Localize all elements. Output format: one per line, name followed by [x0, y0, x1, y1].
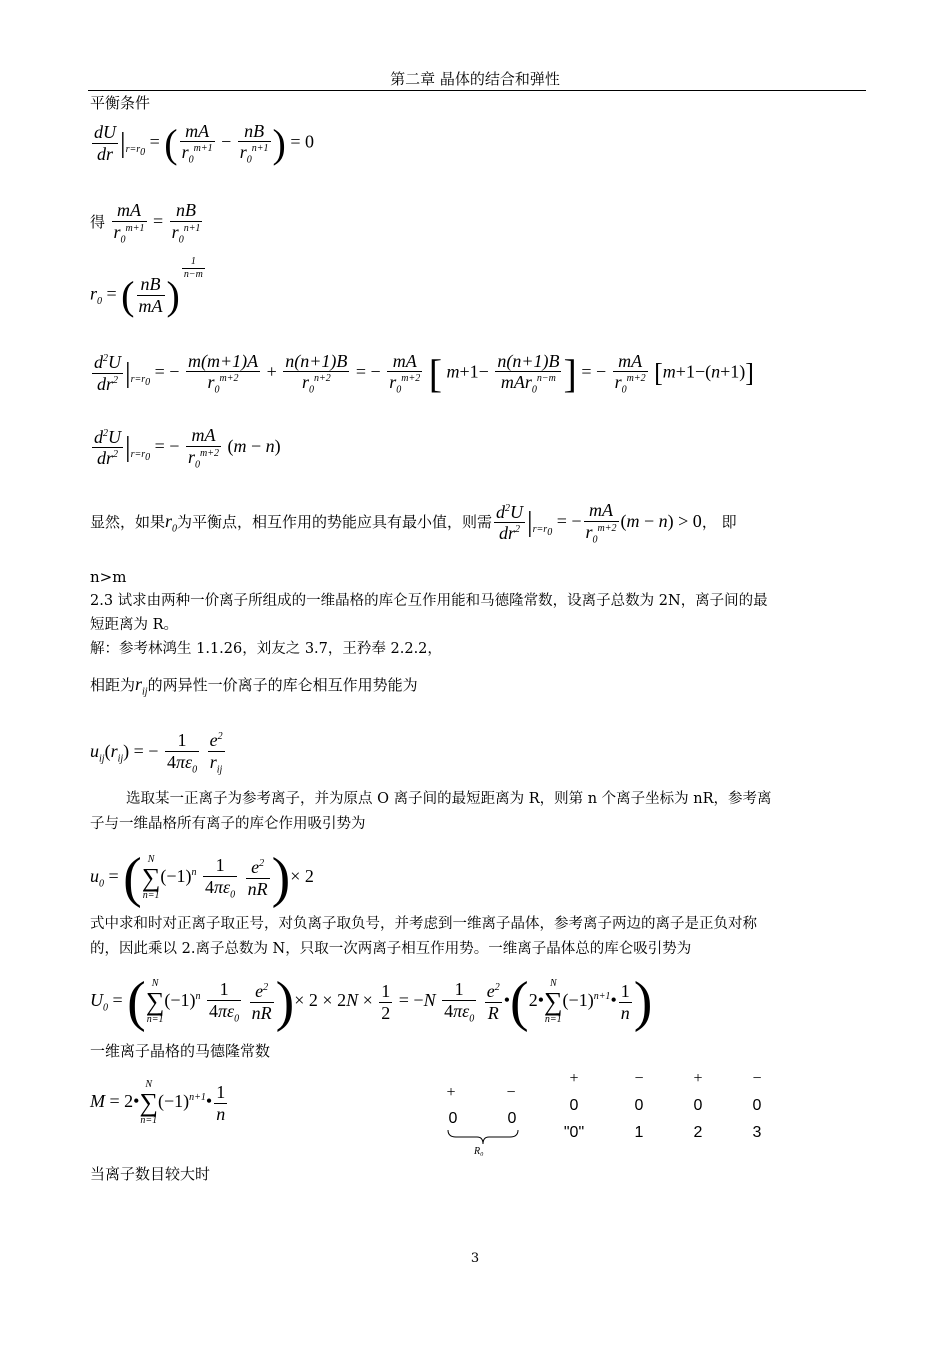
right-sign-2: − [634, 1070, 644, 1087]
rij-text-a: 相距为 [90, 676, 136, 694]
right-index-1: 1 [634, 1124, 644, 1141]
equation-u0: $u_0$ = ( N ∑ n=1 $(-1)^n$ $\frac{1}{4\pi\varepsilon_0}$ $\frac{e^2}{nR}$ )× 2 [90, 847, 314, 909]
right-zero-3: 0 [693, 1097, 703, 1114]
balance-condition-label: 平衡条件 [90, 94, 151, 112]
equation-second-derivative-result: $\frac{d^2U}{dr^2}$ $|_{r=r_0}$ = − $\frac{mA}{r_0^{m+2}}$ (m − n) [94, 425, 281, 471]
equation-r0: $r_0$ = ( $\frac{nB}{mA}$ ) $^{\frac{1}{n-m}}$ [90, 256, 203, 318]
equation-madelung: M = 2• N ∑ n=1 $(-1)^{n+1}•$ $\frac{1}{n}$ [90, 1079, 226, 1126]
conclusion-n-gt-m: n>m [90, 568, 127, 586]
underbrace-icon [446, 1128, 520, 1146]
page-number: 3 [470, 1251, 480, 1266]
solution-reference: 解：参考林鸿生 1.1.26，刘友之 3.7，王矜奉 2.2.2， [90, 641, 442, 657]
right-zero-2: 0 [634, 1097, 644, 1114]
de-label: 得 [90, 215, 106, 232]
right-index-2: 2 [693, 1124, 703, 1141]
equation-second-derivative: $\frac{d^2U}{dr^2}$ $|_{r=r_0}$ = − $\frac{m(m+1)A}{r_0^{m+2}}$ + $\frac{n(n+1)B}{r_0^{n+2}}$ = − $\frac{mA}{r_0^{m+2}}$ [ m+1− $\frac{n(n+1)B}{mAr_0^{n-m}}$ ] = − $\frac{mA}{r_0^{m+2}}$ [m+1−(n+1)] [94, 350, 754, 396]
chapter-header: 第二章 晶体的结合和弹性 [390, 70, 560, 88]
left-zero-1: 0 [448, 1110, 458, 1127]
summation-line-1: 式中求和时对正离子取正号，对负离子取负号，并考虑到一维离子晶体，参考离子两边的离子是正负对称 [90, 916, 757, 932]
r0-label: R₀ [474, 1146, 484, 1157]
madelung-label: 一维离子晶格的马德隆常数 [90, 1042, 271, 1060]
right-index-0: "0" [563, 1124, 585, 1141]
obvious-text-a: 显然，如果 [90, 513, 166, 532]
reference-ion-line-1: 选取某一正离子为参考离子，并为原点 O 离子间的最短距离为 R，则第 n 个离子坐标为 nR，参考离 [126, 791, 772, 807]
right-zero-4: 0 [752, 1097, 762, 1114]
problem-line-2: 短距离为 R。 [90, 617, 179, 633]
obvious-text-b: 为平衡点，相互作用的势能应具有最小值，则需 [177, 513, 493, 532]
obvious-text-c: ， 即 [701, 513, 737, 532]
left-sign-minus: − [506, 1084, 516, 1101]
rij-text-b: 的两异性一价离子的库仑相互作用势能为 [147, 676, 418, 694]
reference-ion-line-2: 子与一维晶格所有离子的库仑作用吸引势为 [90, 816, 366, 832]
equation-balance-result: 得 $\frac{mA}{r_0^{m+1}}$ = $\frac{nB}{r_0^{n+1}}$ [90, 200, 201, 246]
large-ion-count-label: 当离子数目较大时 [90, 1165, 211, 1183]
equation-dudr: $\frac{dU}{dr}$ $|_{r=r_0}$ = ( $\frac{mA}{r_0^{m+1}}$ − $\frac{nB}{r_0^{n+1}}$ ) = 0 [94, 120, 315, 166]
inline-condition: $\frac{d^2U}{dr^2}$ $|_{r=r_0}$ = − $\frac{mA}{r_0^{m+2}}$ (m − n) > 0 [496, 500, 702, 546]
right-index-3: 3 [752, 1124, 762, 1141]
equation-uij: $u_{ij}(r_{ij})$ = − $\frac{1}{4\pi\varepsilon_0}$ $\frac{e^2}{r_{ij}}$ [90, 730, 223, 776]
summation-line-2: 的，因此乘以 2.离子总数为 N，只取一次两离子相互作用势。一维离子晶体总的库仑吸引势为 [90, 941, 692, 957]
obvious-paragraph: 显然，如果$r_0$为平衡点，相互作用的势能应具有最小值，则需 $\frac{d^2U}{dr^2}$ $|_{r=r_0}$ = − $\frac{mA}{r_0^{m+2}}$ (m − n) > 0， 即 [90, 500, 737, 546]
problem-line-1: 2.3 试求由两种一价离子所组成的一维晶格的库仑互作用能和马德隆常数，设离子总数为 2N，离子间的最 [90, 593, 768, 609]
right-zero-1: 0 [569, 1097, 579, 1114]
equation-U0: $U_0$ = ( N ∑ n=1 $(-1)^n$ $\frac{1}{4\pi\varepsilon_0}$ $\frac{e^2}{nR}$ )× 2 × 2N × $\frac{1}{2}$ = −N $\frac{1}{4\pi\varepsilon_0}$ $\frac{e^2}{R}$ •(2• N ∑ n=1 $(-1)^{n+1}•$ $\frac{1}{n}$ ) [90, 971, 653, 1033]
right-sign-3: + [693, 1070, 703, 1087]
right-sign-1: + [569, 1070, 579, 1087]
left-zero-2: 0 [507, 1110, 517, 1127]
right-sign-4: − [752, 1070, 762, 1087]
left-sign-plus: + [446, 1084, 456, 1101]
rij-sentence: 相距为$r_{ij}$的两异性一价离子的库仑相互作用势能为 [90, 674, 418, 698]
